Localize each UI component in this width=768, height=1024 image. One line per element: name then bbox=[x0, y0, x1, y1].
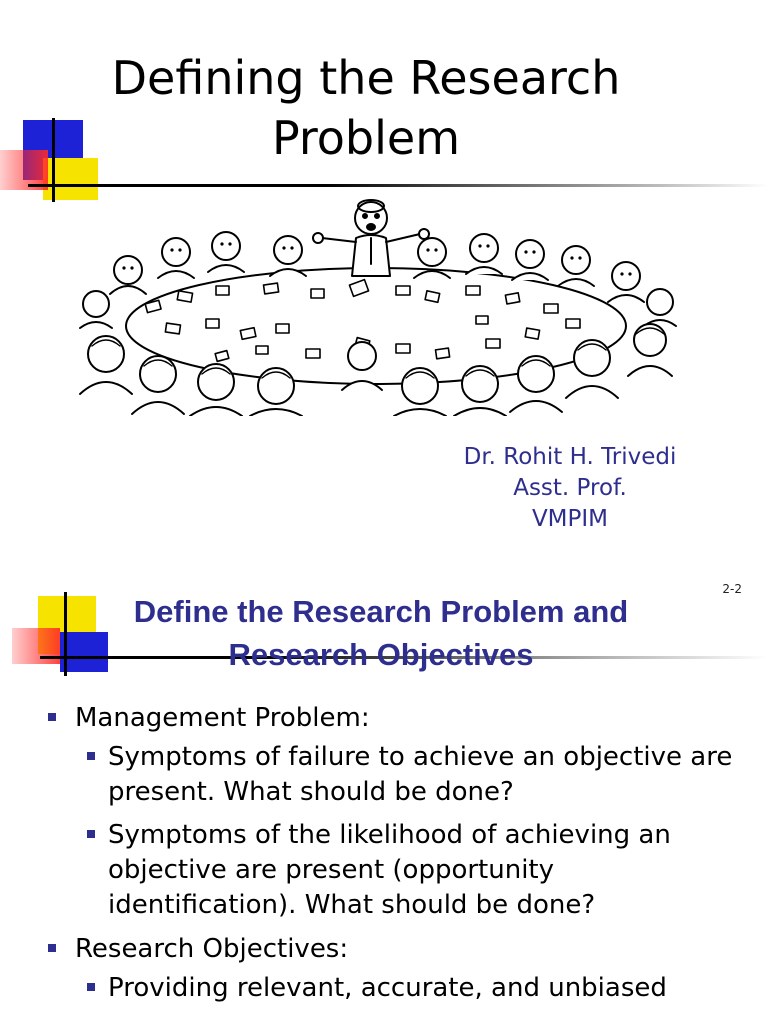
speaker-figure bbox=[313, 200, 429, 276]
content-slide bbox=[0, 560, 768, 1024]
meeting-table-illustration bbox=[66, 194, 686, 416]
sub-bullet-text: Symptoms of failure to achieve an objective are present. What should be done? bbox=[108, 742, 733, 807]
bullet-list bbox=[40, 700, 740, 1014]
sub-bullet-list bbox=[75, 740, 740, 923]
title-underline bbox=[28, 184, 768, 187]
slide-title-line-1: Define the Research Problem and bbox=[133, 594, 629, 629]
sub-bullet-item bbox=[75, 740, 740, 810]
slide-number: 2-2 bbox=[722, 582, 742, 596]
author-name: Dr. Rohit H. Trivedi bbox=[463, 444, 677, 470]
square-bullet-icon bbox=[48, 944, 56, 952]
sub-bullet-item bbox=[75, 818, 740, 923]
slide-title-line-1: Defining the Research bbox=[111, 51, 621, 105]
square-bullet-icon bbox=[87, 983, 95, 991]
slide-title bbox=[66, 590, 696, 676]
sub-bullet-item bbox=[75, 971, 740, 1006]
bullet-text: Research Objectives: bbox=[75, 934, 349, 964]
slide-title bbox=[0, 48, 732, 168]
slide-title-line-2: Research Objectives bbox=[228, 637, 534, 672]
sub-bullet-list bbox=[75, 971, 740, 1006]
square-bullet-icon bbox=[48, 713, 56, 721]
bullet-text: Management Problem: bbox=[75, 703, 370, 733]
sub-bullet-text: Symptoms of the likelihood of achieving an objective are present (opportunity identification). What should be done? bbox=[108, 820, 671, 920]
slide-title-line-2: Problem bbox=[271, 111, 461, 165]
square-bullet-icon bbox=[87, 830, 95, 838]
author-position: Asst. Prof. bbox=[513, 475, 627, 501]
bullet-item bbox=[40, 700, 740, 923]
author-block bbox=[420, 442, 720, 535]
square-bullet-icon bbox=[87, 752, 95, 760]
author-organization: VMPIM bbox=[531, 506, 609, 532]
sub-bullet-text: Providing relevant, accurate, and unbiased bbox=[108, 973, 667, 1003]
bullet-item bbox=[40, 931, 740, 1006]
